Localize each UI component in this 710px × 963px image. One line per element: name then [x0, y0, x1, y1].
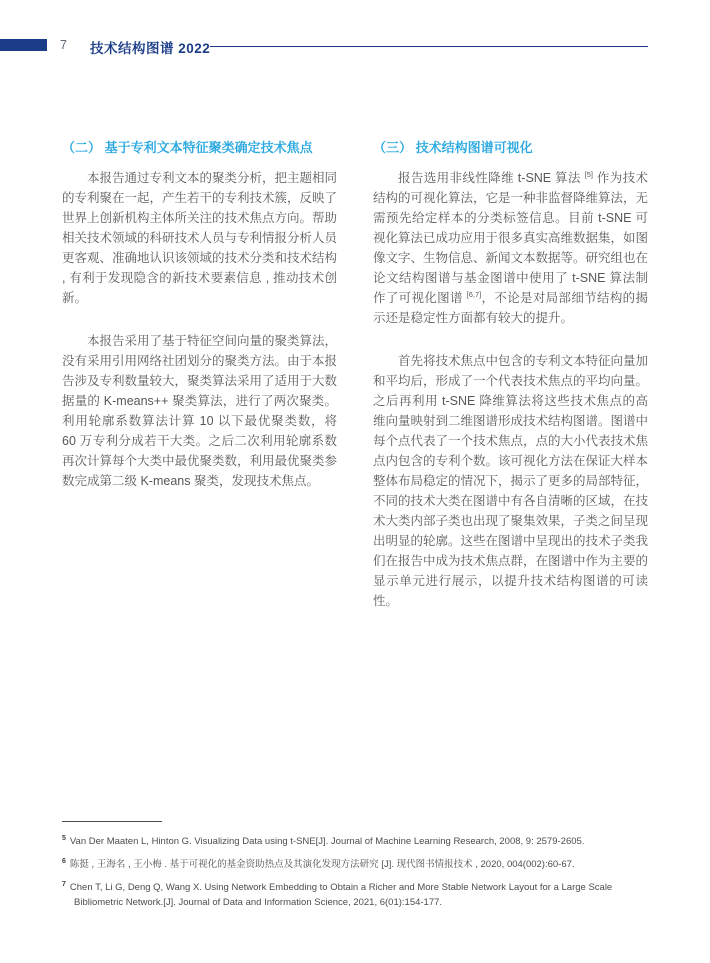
footnote-text: Chen T, Li G, Deng Q, Wang X. Using Network Embedding to Obtain a Richer and More Stable Network Layout for a Large Scale Bibliometric Network.[J]. Journal of Data and Information Science, 2021, 6(01):154-177.: [69, 882, 613, 909]
footnote-separator: [62, 821, 162, 822]
paragraph-visualization-2: 首先将技术焦点中包含的专利文本特征向量加和平均后，形成了一个代表技术焦点的平均向量。之后再利用 t-SNE 降维算法将这些技术焦点的高维向量映射到二维图谱形成技术结构图谱。图谱中每个点代表了一个技术焦点，点的大小代表技术焦点内包含的专利个数。该可视化方法在保证大样本整体布局稳定的情况下，揭示了更多的局部特征，不同的技术大类在图谱中有各自清晰的区域，在技术大类内部子类也出现了聚集效果，子类之间呈现出明显的轮廓。这些在图谱中呈现出的技术子类我们在报告中成为技术焦点群，在图谱中作为主要的显示单元进行展示，以提升技术结构图谱的可读性。: [373, 354, 649, 608]
footnote-item-5: [62, 831, 648, 849]
footnote-item-7: [62, 877, 648, 910]
paragraph-cluster-1: 本报告通过专利文本的聚类分析，把主题相同的专利聚在一起，产生若干的专利技术簇，反映了世界上创新机构主体所关注的技术焦点方向。帮助相关技术领域的科研技术人员与专利情报分析人员更客观、准确地认识该领域的技术分类和技术结构 , 有利于发现隐含的新技术要素信息 , 推动技术创新。: [62, 171, 338, 305]
paragraph-visualization-1: 报告选用非线性降维 t-SNE 算法 [5] 作为技术结构的可视化算法，它是一种非监督降维算法，无需预先给定样本的分类标签信息。目前 t-SNE 可视化算法已成功应用于很多真实高维数据集，如图像文字、生物信息、新闻文本数据等。研究组也在论文结构图谱与基金图谱中使用了 t-SNE 算法制作了可视化图谱 [6,7]，不论是对局部细节结构的揭示还是稳定性方面都有较大的提升。: [373, 169, 649, 325]
column-left: [62, 140, 337, 634]
footnote-text: 陈挺 , 王海名 , 王小梅 . 基于可视化的基金资助热点及其演化发现方法研究 [J]. 现代图书情报技术 , 2020, 004(002):60-67.: [69, 859, 575, 871]
page-number: 7: [60, 38, 67, 52]
section-heading-visualization: （三） 技术结构图谱可视化: [373, 140, 533, 155]
section-heading-cluster: （二） 基于专利文本特征聚类确定技术焦点: [62, 140, 313, 155]
footnotes-section: [62, 821, 648, 915]
footnote-number: 5: [62, 835, 66, 842]
footnote-text: Van Der Maaten L, Hinton G. Visualizing Data using t-SNE[J]. Journal of Machine Learning Research, 2008, 9: 2579-2605.: [69, 836, 585, 848]
header-accent-bar: [0, 39, 47, 51]
content-columns: [62, 140, 648, 634]
header-rule: [210, 46, 648, 47]
column-right: [373, 140, 648, 634]
footnote-number: 6: [62, 858, 66, 866]
footnote-item-6: [62, 854, 648, 872]
footnote-number: 7: [62, 881, 66, 889]
paragraph-cluster-2: 本报告采用了基于特征空间向量的聚类算法，没有采用引用网络社团划分的聚类方法。由于本报告涉及专利数量较大，聚类算法采用了适用于大数据量的 K-means++ 聚类算法，进行了两次聚类。利用轮廓系数算法计算 10 以下最优聚类数，将 60 万专利分成若干大类。之后二次利用轮廓系数再次计算每个大类中最优聚类数，利用最优聚类参数完成第二级 K-means 聚类，发现技术焦点。: [62, 334, 338, 488]
document-title: 技术结构图谱 2022: [90, 41, 211, 56]
